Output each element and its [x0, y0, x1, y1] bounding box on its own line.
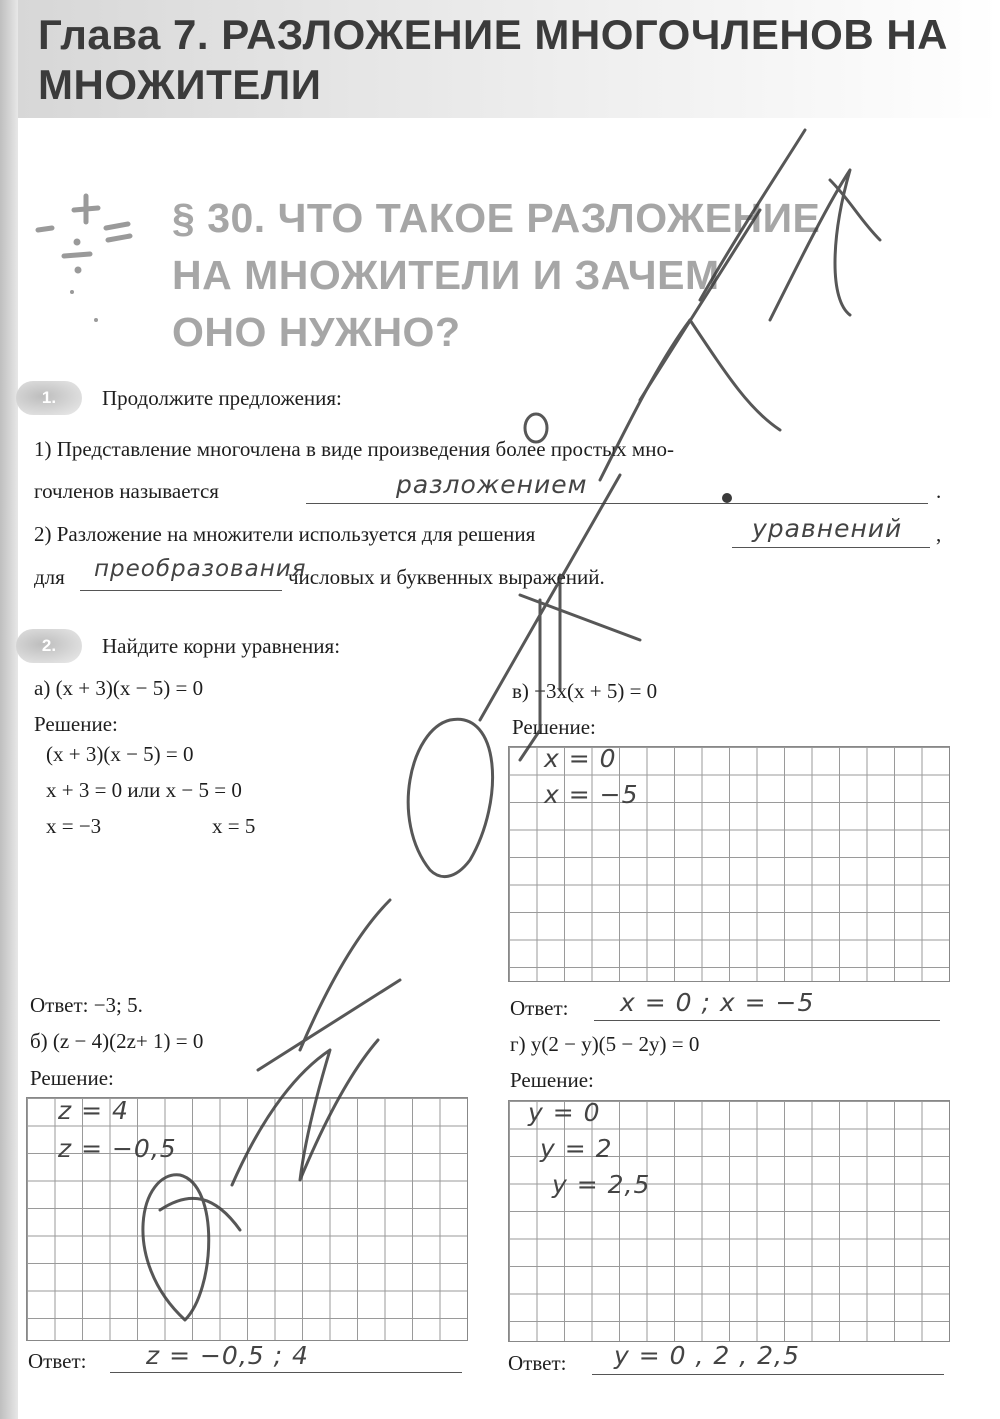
answer-line-g: [592, 1374, 944, 1375]
solution-a-step-1: (x + 3)(x − 5) = 0: [46, 742, 194, 766]
math-ops-icon: [28, 188, 138, 328]
section-title-line-1: § 30. ЧТО ТАКОЕ РАЗЛОЖЕНИЕ: [172, 195, 821, 241]
answer-line-v: [594, 1020, 940, 1021]
handwritten-answer-g: y = 0 , 2 , 2,5: [614, 1341, 800, 1370]
task-2-prompt: Найдите корни уравнения:: [102, 634, 341, 658]
section-title: [172, 190, 902, 361]
handwritten-g-line-1: y = 0: [528, 1098, 601, 1127]
handwritten-answer-3: преобразования: [94, 556, 307, 582]
answer-label-b: Ответ:: [28, 1349, 87, 1373]
task-1-prompt: Продолжите предложения:: [102, 386, 342, 410]
equation-g: г) y(2 − y)(5 − 2y) = 0: [510, 1032, 700, 1056]
solution-label-a: Решение:: [34, 712, 118, 736]
page-binding-edge: [0, 0, 18, 1419]
handwritten-v-line-2: x = −5: [544, 780, 639, 809]
handwritten-b-line-2: z = −0,5: [58, 1134, 177, 1163]
task-2-badge: 2.: [16, 629, 82, 663]
equation-b: б) (z − 4)(2z+ 1) = 0: [30, 1029, 204, 1053]
answer-line-2: [732, 547, 930, 548]
handwritten-answer-b: z = −0,5 ; 4: [146, 1341, 309, 1370]
answer-label-v: Ответ:: [510, 996, 569, 1020]
item-2-comma: ,: [936, 522, 942, 546]
solution-a-step-3-left: x = −3: [46, 814, 102, 838]
solution-a-step-2: x + 3 = 0 или x − 5 = 0: [46, 778, 242, 802]
task-1-badge: 1.: [16, 381, 82, 415]
answer-a: Ответ: −3; 5.: [30, 993, 143, 1017]
section-title-line-3: ОНО НУЖНО?: [172, 309, 461, 355]
handwritten-answer-1: разложением: [396, 470, 588, 499]
solution-label-v: Решение:: [512, 715, 596, 739]
handwritten-g-line-2: y = 2: [540, 1134, 613, 1163]
equation-a: а) (x + 3)(x − 5) = 0: [34, 676, 204, 700]
handwritten-answer-2: уравнений: [752, 514, 903, 543]
item-1-period: .: [936, 479, 942, 503]
handwritten-answer-v: x = 0 ; x = −5: [620, 988, 815, 1017]
solution-label-g: Решение:: [510, 1068, 594, 1092]
section-title-line-2: НА МНОЖИТЕЛИ И ЗАЧЕМ: [172, 252, 720, 298]
answer-line-b: [110, 1372, 462, 1373]
equation-v: в) −3x(x + 5) = 0: [512, 679, 658, 703]
task-1-item-2-line-2-end: числовых и буквенных выражений.: [288, 565, 605, 589]
task-1-item-2-line-1: 2) Разложение на множители используется для решения: [34, 522, 536, 546]
task-1-item-1-line-1: 1) Представление многочлена в виде произведения более простых мно-: [34, 437, 674, 461]
handwritten-b-line-1: z = 4: [58, 1096, 129, 1125]
solution-a-step-3-right: x = 5: [212, 814, 256, 838]
answer-line-3: [80, 590, 282, 591]
chapter-title: Глава 7. РАЗЛОЖЕНИЕ МНОГОЧЛЕНОВ НА МНОЖИТЕЛИ: [38, 11, 948, 108]
answer-label-g: Ответ:: [508, 1351, 567, 1375]
answer-line-1: [306, 503, 928, 504]
handwritten-v-line-1: x = 0: [544, 744, 617, 773]
handwritten-g-line-3: y = 2,5: [552, 1170, 651, 1199]
solution-label-b: Решение:: [30, 1066, 114, 1090]
task-1-item-2-line-2-start: для: [34, 565, 65, 589]
task-1-item-1-line-2: гочленов называется: [34, 479, 219, 503]
